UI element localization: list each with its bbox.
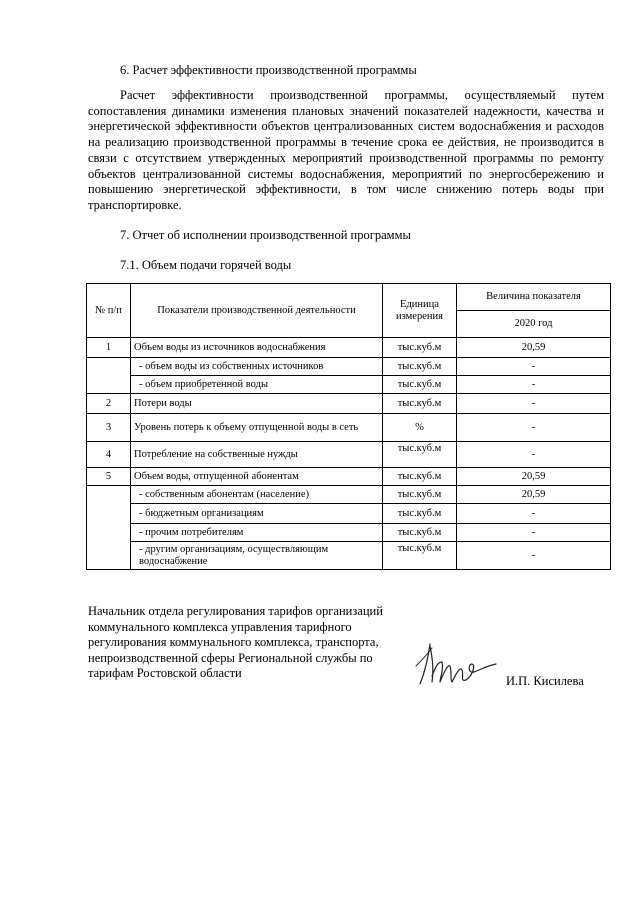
row-name: Объем воды, отпущенной абонентам bbox=[131, 468, 383, 486]
header-unit: Единица измерения bbox=[383, 284, 457, 338]
row-name: Потери воды bbox=[131, 394, 383, 414]
row-name: Уровень потерь к объему отпущенной воды в сеть bbox=[131, 414, 383, 442]
row-num: 4 bbox=[87, 442, 131, 468]
row-unit: % bbox=[383, 414, 457, 442]
row-unit: тыс.куб.м bbox=[383, 524, 457, 542]
row-unit: тыс.куб.м bbox=[383, 394, 457, 414]
section-6-title: 6. Расчет эффективности производственной программы bbox=[120, 63, 417, 77]
row-value: - bbox=[457, 414, 611, 442]
signatory-name: И.П. Кисилева bbox=[506, 674, 584, 688]
header-indicator: Показатели производственной деятельности bbox=[131, 284, 383, 338]
row-value: - bbox=[457, 358, 611, 376]
row-unit: тыс.куб.м bbox=[383, 358, 457, 376]
header-num: № п/п bbox=[87, 284, 131, 338]
row-name: - объем воды из собственных источников bbox=[131, 358, 383, 376]
row-unit: тыс.куб.м bbox=[383, 504, 457, 524]
row-num: 2 bbox=[87, 394, 131, 414]
row-num: 5 bbox=[87, 468, 131, 486]
position-line: коммунального комплекса управления тарифного bbox=[88, 619, 352, 634]
row-value: - bbox=[457, 394, 611, 414]
row-name: - другим организациям, осуществляющим водоснабжение bbox=[131, 542, 383, 570]
row-name: - бюджетным организациям bbox=[131, 504, 383, 524]
hot-water-table bbox=[86, 283, 611, 570]
row-name: Объем воды из источников водоснабжения bbox=[131, 338, 383, 358]
header-value-group: Величина показателя bbox=[457, 284, 611, 311]
row-num-empty bbox=[87, 486, 131, 570]
row-num: 3 bbox=[87, 414, 131, 442]
position-line: регулирования коммунального комплекса, транспорта, bbox=[88, 635, 379, 650]
section-6-paragraph: Расчет эффективности производственной программы, осуществляемый путем сопоставления динамики изменения плановых значений показателей надежности, качества и энергетической эффективности объектов централизованных систем водоснабжения и расходов на реализацию производственной программы в течение срока ее действия, не производится в связи с отсутствием утвержденных мероприятий производственной программы по ремонту объектов централизованной системы водоснабжения, мероприятий по энергосбережению и повышению энергетической эффективности, в том числе снижению потерь воды при транспортировке. bbox=[88, 88, 604, 212]
row-name: Потребление на собственные нужды bbox=[131, 442, 383, 468]
row-value: - bbox=[457, 376, 611, 394]
row-value: - bbox=[457, 542, 611, 570]
signatory-position bbox=[88, 604, 418, 682]
position-line: непроизводственной сферы Региональной службы по bbox=[88, 650, 373, 665]
row-unit: тыс.куб.м bbox=[383, 376, 457, 394]
row-value: - bbox=[457, 524, 611, 542]
handwritten-signature bbox=[410, 636, 500, 692]
row-unit: тыс.куб.м bbox=[383, 468, 457, 486]
row-value: - bbox=[457, 442, 611, 468]
row-name: - собственным абонентам (население) bbox=[131, 486, 383, 504]
header-year: 2020 год bbox=[457, 311, 611, 338]
row-unit: тыс.куб.м bbox=[383, 442, 457, 468]
row-value: - bbox=[457, 504, 611, 524]
row-unit: тыс.куб.м bbox=[383, 542, 457, 570]
row-num-empty bbox=[87, 358, 131, 394]
row-name: - прочим потребителям bbox=[131, 524, 383, 542]
row-num: 1 bbox=[87, 338, 131, 358]
section-7-title: 7. Отчет об исполнении производственной программы bbox=[120, 228, 411, 242]
row-name: - объем приобретенной воды bbox=[131, 376, 383, 394]
row-value: 20,59 bbox=[457, 338, 611, 358]
section-7-1-title: 7.1. Объем подачи горячей воды bbox=[120, 258, 292, 272]
row-unit: тыс.куб.м bbox=[383, 486, 457, 504]
position-line: Начальник отдела регулирования тарифов организаций bbox=[88, 604, 383, 618]
row-value: 20,59 bbox=[457, 468, 611, 486]
position-line: тарифам Ростовской области bbox=[88, 666, 242, 681]
row-unit: тыс.куб.м bbox=[383, 338, 457, 358]
row-value: 20,59 bbox=[457, 486, 611, 504]
